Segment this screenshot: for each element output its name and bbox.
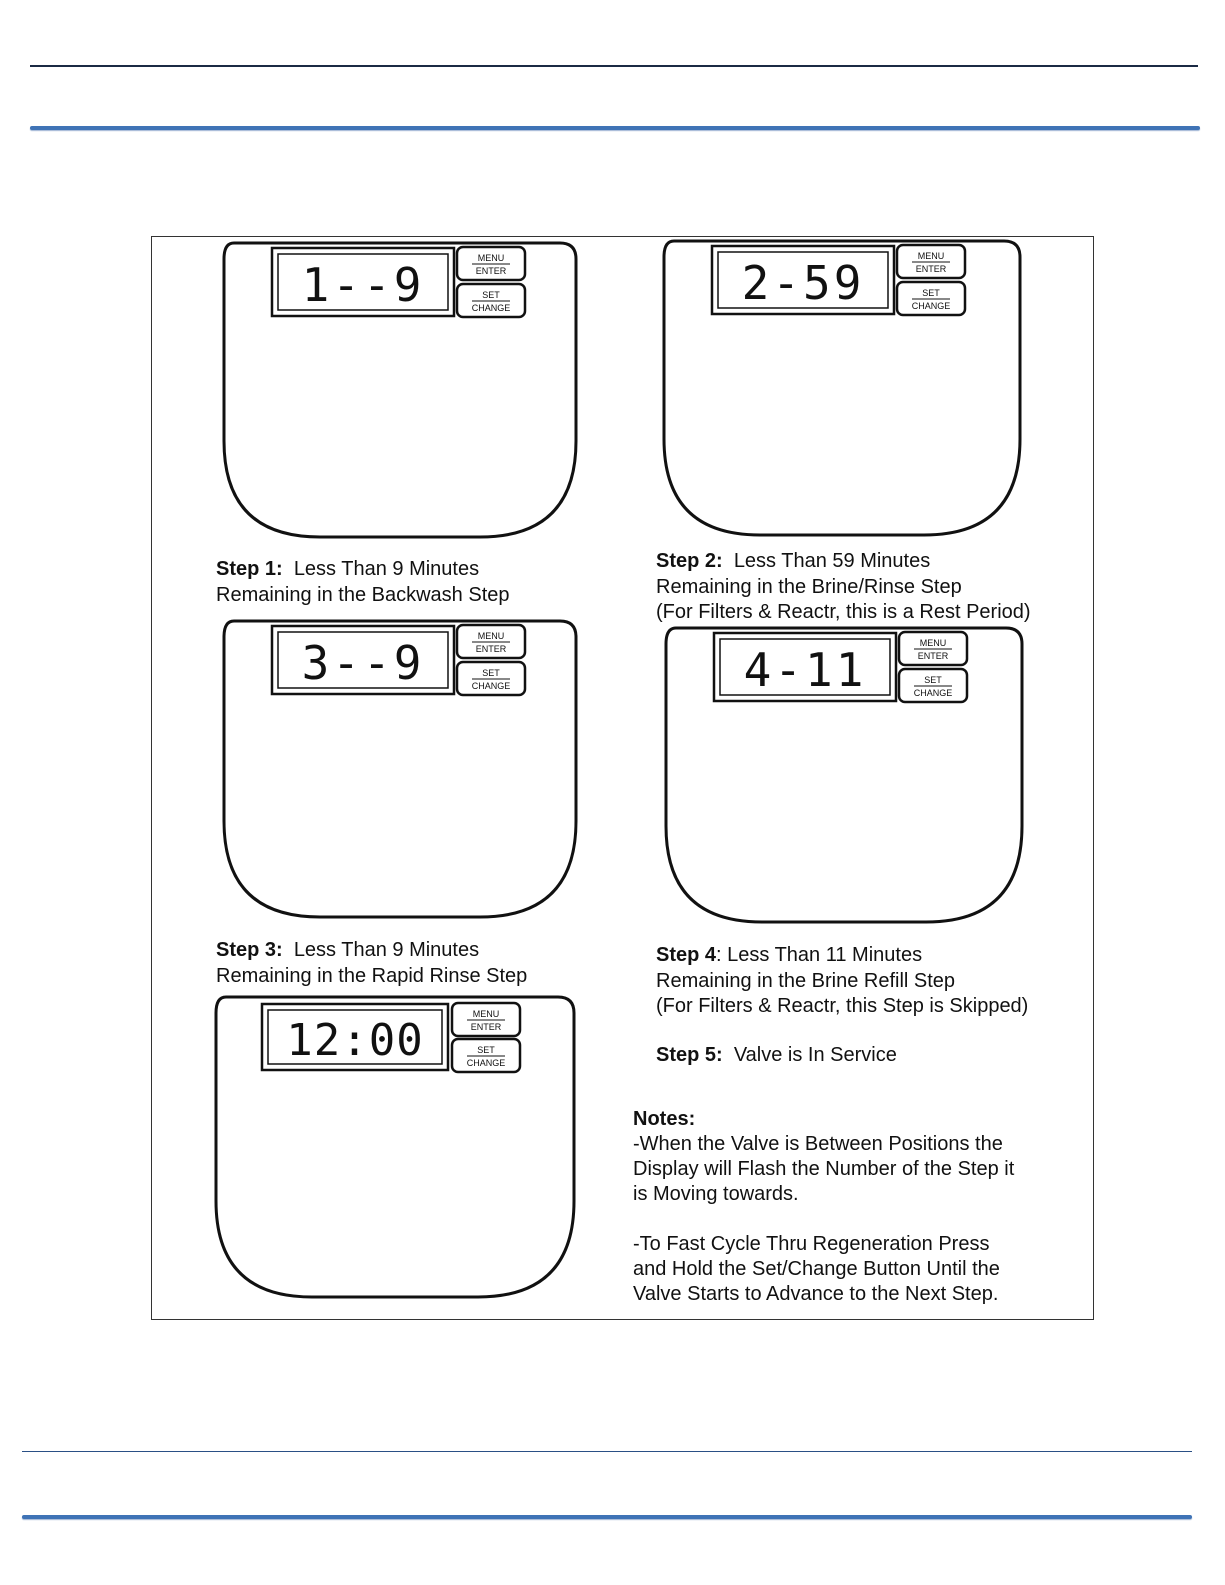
step-text: Remaining in the Brine Refill Step	[656, 969, 956, 992]
step-4-caption	[656, 943, 1028, 1020]
step-text: Less Than 9 Minutes	[293, 558, 480, 580]
menu-enter-button-bottom-label: ENTER	[475, 266, 507, 276]
lcd-readout: 4-11	[743, 643, 867, 697]
step-label: Step 3:	[216, 939, 283, 961]
menu-enter-button-bottom-label: ENTER	[915, 264, 947, 274]
footer-accent-rule	[22, 1515, 1192, 1519]
menu-enter-button[interactable]	[897, 245, 965, 278]
set-change-button[interactable]	[897, 282, 965, 315]
set-change-button-top-label: SET	[924, 675, 942, 685]
footer-rule	[22, 1451, 1192, 1452]
notes-line	[633, 1207, 1014, 1232]
menu-enter-button[interactable]	[457, 625, 525, 658]
step-2-caption	[656, 549, 1031, 626]
menu-enter-button[interactable]	[899, 632, 967, 665]
notes-line: Display will Flash the Number of the Step it	[633, 1158, 1015, 1180]
step-3-caption	[216, 938, 527, 989]
step-text: Remaining in the Brine/Rinse Step	[656, 575, 962, 598]
header-accent-rule	[30, 126, 1200, 130]
set-change-button-top-label: SET	[482, 290, 500, 300]
menu-enter-button-bottom-label: ENTER	[475, 644, 507, 654]
menu-enter-button-top-label: MENU	[477, 253, 505, 263]
set-change-button-bottom-label: CHANGE	[471, 303, 511, 313]
set-change-button-bottom-label: CHANGE	[913, 688, 953, 698]
set-change-button[interactable]	[899, 669, 967, 702]
step-label: Step 2:	[656, 550, 723, 572]
set-change-button-top-label: SET	[922, 288, 940, 298]
step-label: Step 5:	[656, 1044, 723, 1066]
set-change-button[interactable]	[457, 284, 525, 317]
set-change-button-top-label: SET	[477, 1045, 495, 1055]
lcd-readout: 2-59	[741, 256, 865, 310]
notes-heading: Notes:	[633, 1108, 696, 1130]
controller-display-step-4	[662, 626, 1026, 926]
set-change-button-bottom-label: CHANGE	[911, 301, 951, 311]
menu-enter-button-top-label: MENU	[472, 1009, 500, 1019]
controller-display-step-2	[660, 239, 1024, 539]
controller-display-step-1	[220, 241, 580, 541]
set-change-button-top-label: SET	[482, 668, 500, 678]
set-change-button-bottom-label: CHANGE	[471, 681, 511, 691]
menu-enter-button-bottom-label: ENTER	[917, 651, 949, 661]
step-text: Remaining in the Backwash Step	[216, 583, 510, 606]
step-text: : Less Than 11 Minutes	[716, 944, 923, 966]
notes-line: is Moving towards.	[633, 1183, 799, 1205]
notes-line: -To Fast Cycle Thru Regeneration Press	[633, 1233, 990, 1255]
step-text: (For Filters & Reactr, this Step is Skipped)	[656, 995, 1029, 1017]
notes-line: Valve Starts to Advance to the Next Step.	[633, 1283, 999, 1305]
controller-display-step-3	[220, 619, 580, 921]
step-text: Less Than 59 Minutes	[733, 550, 931, 572]
menu-enter-button[interactable]	[457, 247, 525, 280]
step-text: Less Than 9 Minutes	[293, 939, 480, 961]
lcd-readout: 3--9	[301, 636, 425, 690]
header-rule	[30, 65, 1198, 67]
menu-enter-button-top-label: MENU	[477, 631, 505, 641]
menu-enter-button-bottom-label: ENTER	[470, 1022, 502, 1032]
step-text: Valve is In Service	[733, 1044, 897, 1066]
controller-display-step-5	[212, 995, 578, 1301]
lcd-readout: 1--9	[301, 258, 425, 312]
notes-line: -When the Valve is Between Positions the	[633, 1133, 1003, 1155]
set-change-button[interactable]	[457, 662, 525, 695]
step-1-caption	[216, 557, 510, 608]
set-change-button-bottom-label: CHANGE	[466, 1058, 506, 1068]
menu-enter-button-top-label: MENU	[919, 638, 947, 648]
notes-block	[633, 1107, 1014, 1307]
notes-line: and Hold the Set/Change Button Until the	[633, 1258, 1000, 1280]
lcd-readout: 12:00	[286, 1015, 424, 1066]
step-text: Remaining in the Rapid Rinse Step	[216, 964, 528, 987]
set-change-button[interactable]	[452, 1039, 520, 1072]
step-label: Step 1:	[216, 558, 283, 580]
menu-enter-button-top-label: MENU	[917, 251, 945, 261]
step-5-caption	[656, 1043, 897, 1069]
step-label: Step 4	[656, 944, 717, 966]
menu-enter-button[interactable]	[452, 1003, 520, 1036]
step-text: (For Filters & Reactr, this is a Rest Period)	[656, 601, 1031, 623]
